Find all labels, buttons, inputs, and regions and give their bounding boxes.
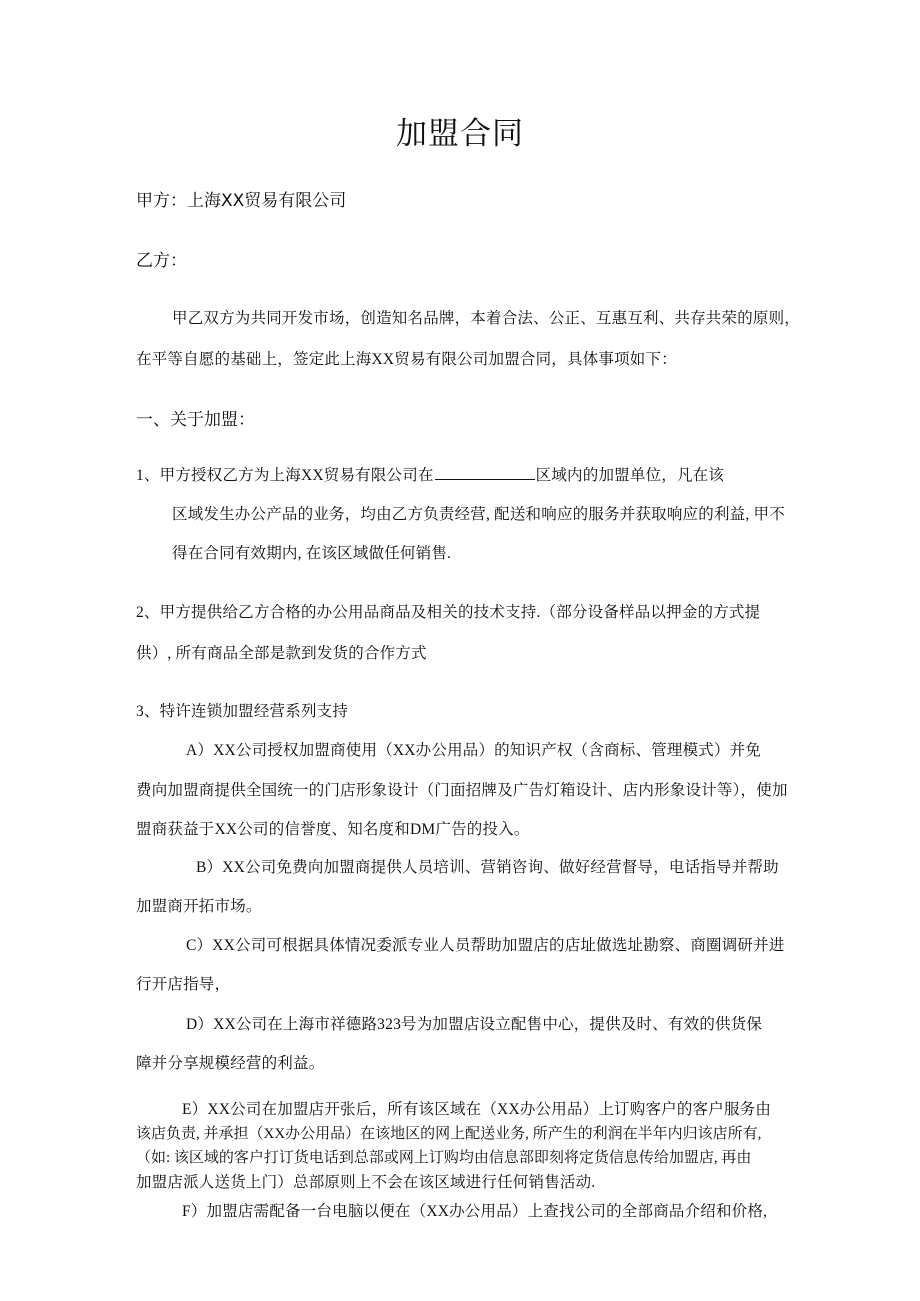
region-blank-field: [435, 465, 535, 480]
item-3a-line-2: 费向加盟商提供全国统一的门店形象设计（门面招牌及广告灯箱设计、店内形象设计等），使加: [136, 782, 788, 799]
item-3b-line-1: B）XX公司免费向加盟商提供人员培训、营销咨询、做好经营督导，电话指导并帮助: [196, 859, 779, 876]
item-3f-line-1: F）加盟店需配备一台电脑以便在（XX办公用品）上查找公司的全部商品介绍和价格,: [182, 1203, 768, 1220]
item-3c-line-1: C）XX公司可根据具体情况委派专业人员帮助加盟店的店址做选址勘察、商圈调研并进: [186, 937, 785, 954]
item-3d-line-1: D）XX公司在上海市祥德路323号为加盟店设立配售中心，提供及时、有效的供货保: [186, 1016, 763, 1033]
item-3e-line-3: （如: 该区域的客户打订货电话到总部或网上订购均由信息部即刻将定货信息传给加盟店, 再由: [136, 1150, 752, 1166]
item-3b-line-2: 加盟商开拓市场。: [136, 898, 262, 915]
document-title: 加盟合同: [396, 116, 524, 151]
item-3e-line-4: 加盟店派人送货上门）总部原则上不会在该区域进行任何销售活动.: [136, 1174, 596, 1191]
item-3e-line-1: E）XX公司在加盟店开张后，所有该区域在（XX办公用品）上订购客户的客户服务由: [182, 1101, 772, 1118]
item-3e-line-2: 该店负责, 并承担（XX办公用品）在该地区的网上配送业务, 所产生的利润在半年内归该店所有,: [136, 1126, 762, 1142]
item-3d-line-2: 障并分享规模经营的利益。: [136, 1055, 325, 1072]
item-1-text-after: 区域内的加盟单位，凡在该: [535, 467, 725, 484]
item-3c-line-2: 行开店指导，: [136, 976, 231, 993]
item-2-line-1: 2、甲方提供给乙方合格的办公用品商品及相关的技术支持.（部分设备样品以押金的方式提: [136, 604, 761, 621]
party-b: 乙方：: [136, 251, 187, 271]
item-3a-line-1: A）XX公司授权加盟商使用（XX办公用品）的知识产权（含商标、管理模式）并免: [186, 742, 762, 759]
intro-line-2: 在平等自愿的基础上，签定此上海XX贸易有限公司加盟合同，具体事项如下：: [136, 351, 677, 368]
item-1-line-3: 得在合同有效期内, 在该区域做任何销售.: [172, 545, 452, 562]
section-1-heading: 一、关于加盟：: [136, 410, 255, 430]
intro-line-1: 甲乙双方为共同开发市场，创造知名品牌，本着合法、公正、互惠互利、共存共荣的原则，: [172, 310, 801, 327]
item-3-heading: 3、特许连锁加盟经营系列支持: [136, 703, 349, 720]
item-1-text-before: 1、甲方授权乙方为上海XX贸易有限公司在: [136, 467, 434, 484]
item-3a-line-3: 盟商获益于XX公司的信誉度、知名度和DM广告的投入。: [136, 821, 530, 838]
item-1-line-2: 区域发生办公产品的业务，均由乙方负责经营, 配送和响应的服务并获取响应的利益, 甲不: [172, 506, 785, 523]
item-2-line-2: 供）, 所有商品全部是款到发货的合作方式: [136, 645, 427, 662]
party-a: 甲方：上海XX贸易有限公司: [136, 191, 347, 211]
item-1-line-1: [136, 463, 724, 485]
